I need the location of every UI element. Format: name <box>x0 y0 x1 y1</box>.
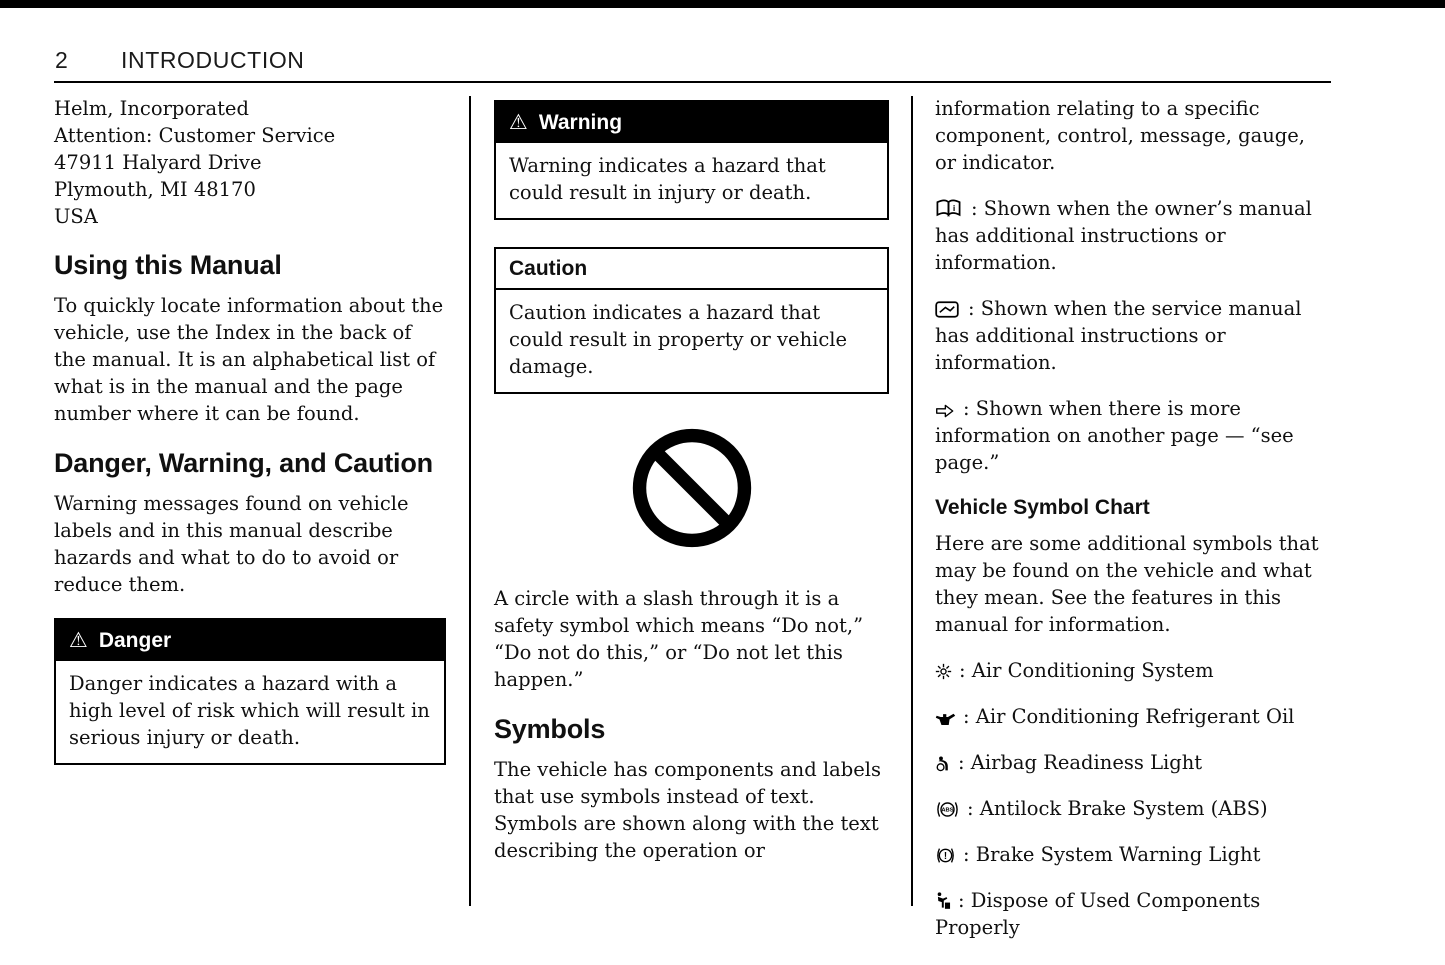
symbol-label: : Antilock Brake System (ABS) <box>967 797 1268 820</box>
column-divider-1 <box>469 96 471 906</box>
symbol-row <box>935 657 1331 684</box>
danger-box <box>54 618 446 765</box>
warning-box-title: Warning <box>538 111 623 134</box>
column-left <box>54 95 446 765</box>
warning-box-header <box>496 102 887 143</box>
symbol-label: : Airbag Readiness Light <box>958 751 1203 774</box>
page-arrow-note <box>935 395 1331 476</box>
page-arrow-note-text: : Shown when there is more information on another page — “see page.” <box>935 397 1294 474</box>
svg-text:ABS: ABS <box>941 807 954 814</box>
owners-manual-note-text: : Shown when the owner’s manual has additional instructions or information. <box>935 197 1312 274</box>
symbol-row <box>935 795 1331 822</box>
column-divider-2 <box>911 96 913 906</box>
vehicle-symbol-chart-paragraph: Here are some additional symbols that may be found on the vehicle and what they mean. See the features in this manual for information. <box>935 532 1319 636</box>
page-number: 2 <box>55 47 69 73</box>
circle-slash-figure <box>494 427 889 556</box>
service-manual-icon <box>935 301 959 318</box>
symbols-paragraph: The vehicle has components and labels that use symbols instead of text. Symbols are shown along with the text describing the operation or <box>494 758 882 862</box>
symbol-label: : Dispose of Used Components Properly <box>935 889 1261 939</box>
address-line: 47911 Halyard Drive <box>54 151 262 174</box>
refrigerant-oil-icon <box>935 712 956 726</box>
page-title: INTRODUCTION <box>121 47 305 73</box>
circle-slash-icon <box>631 427 753 549</box>
using-this-manual-paragraph: To quickly locate information about the vehicle, use the Index in the back of the manual. It is an alphabetical list of what is in the manual and the page number where it can be found. <box>54 294 444 425</box>
air-conditioning-icon <box>935 663 952 680</box>
owners-manual-icon <box>935 199 962 218</box>
column-middle <box>494 95 889 883</box>
symbols-paragraph-continued: information relating to a specific component, control, message, gauge, or indicator. <box>935 97 1305 174</box>
svg-text:!: ! <box>943 850 948 862</box>
warning-box-body: Warning indicates a hazard that could result in injury or death. <box>509 154 826 204</box>
service-manual-note <box>935 295 1331 376</box>
danger-box-body: Danger indicates a hazard with a high level of risk which will result in serious injury or death. <box>69 672 430 749</box>
address-line: Helm, Incorporated <box>54 97 249 120</box>
brake-warning-icon <box>935 847 956 864</box>
page-header <box>55 47 305 74</box>
column-right <box>935 95 1331 960</box>
danger-box-title: Danger <box>98 629 172 652</box>
vehicle-symbol-chart-heading: Vehicle Symbol Chart <box>935 496 1150 519</box>
symbol-row <box>935 887 1331 941</box>
symbol-label: : Air Conditioning Refrigerant Oil <box>963 705 1295 728</box>
address-line: Attention: Customer Service <box>54 124 336 147</box>
danger-warning-caution-paragraph: Warning messages found on vehicle labels and in this manual describe hazards and what to do to avoid or reduce them. <box>54 492 409 596</box>
using-this-manual-heading: Using this Manual <box>54 250 282 280</box>
warning-triangle-icon: ⚠ <box>509 110 528 134</box>
symbol-row <box>935 703 1331 730</box>
page-top-edge <box>0 0 1445 8</box>
owners-manual-note <box>935 195 1331 276</box>
symbols-heading: Symbols <box>494 714 606 744</box>
danger-warning-caution-heading: Danger, Warning, and Caution <box>54 448 433 478</box>
circle-slash-paragraph: A circle with a slash through it is a safety symbol which means “Do not,” “Do not do this,” or “Do not let this happen.” <box>494 587 864 691</box>
warning-triangle-icon: ⚠ <box>69 628 88 652</box>
service-manual-note-text: : Shown when the service manual has additional instructions or information. <box>935 297 1302 374</box>
symbol-row <box>935 749 1331 776</box>
header-rule <box>54 81 1331 83</box>
page-arrow-icon <box>935 404 954 418</box>
abs-icon <box>935 801 960 818</box>
airbag-icon <box>935 756 951 772</box>
symbol-row <box>935 841 1331 868</box>
caution-box <box>494 247 889 394</box>
address-line: Plymouth, MI 48170 <box>54 178 256 201</box>
warning-box <box>494 100 889 220</box>
caution-box-header: Caution <box>494 247 889 290</box>
svg-text:i: i <box>952 202 956 213</box>
address-line: USA <box>54 205 98 228</box>
address-block <box>54 95 446 230</box>
caution-box-body: Caution indicates a hazard that could result in property or vehicle damage. <box>494 288 889 394</box>
symbol-label: : Air Conditioning System <box>959 659 1214 682</box>
danger-box-header <box>56 620 444 661</box>
symbol-label: : Brake System Warning Light <box>963 843 1261 866</box>
dispose-icon <box>935 892 951 910</box>
